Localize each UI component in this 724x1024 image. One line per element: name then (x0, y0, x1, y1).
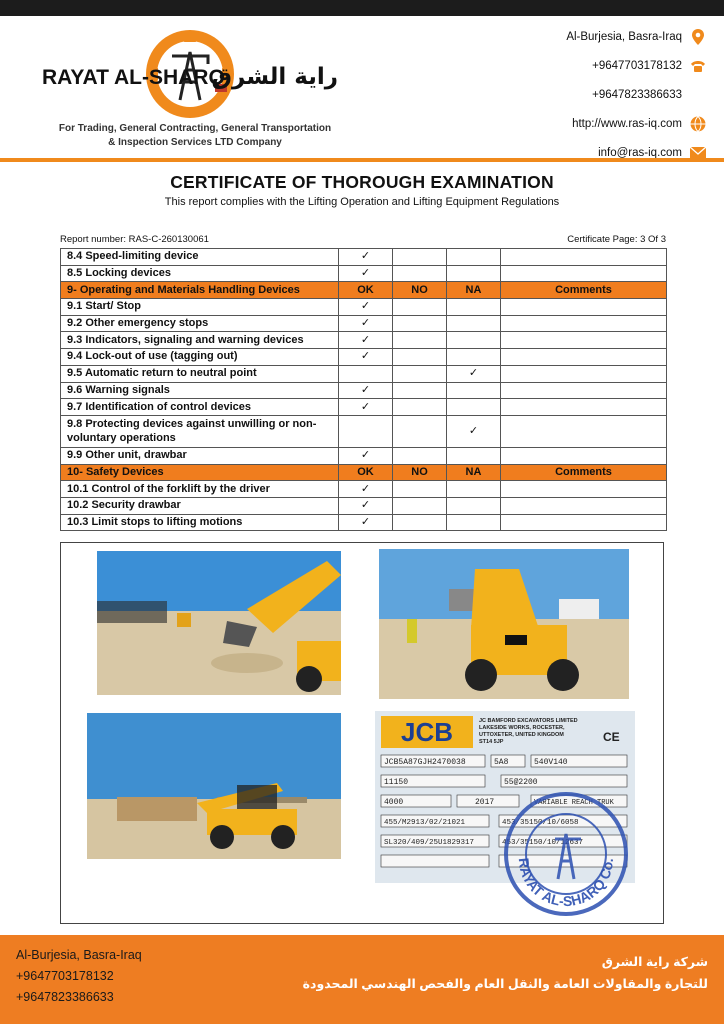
result-no-cell (393, 315, 447, 332)
nameplate-front-axle: 453/35150/10/6058 (502, 819, 579, 827)
result-ok-cell (339, 332, 393, 349)
result-ok-cell (339, 315, 393, 332)
result-no-cell (393, 249, 447, 266)
contact-address (466, 22, 706, 51)
footer-phone-2[interactable]: +9647823386633 (16, 990, 114, 1004)
result-na-cell (447, 481, 501, 498)
contact-website[interactable] (466, 109, 706, 138)
comments-cell (501, 415, 667, 447)
result-no-cell (393, 415, 447, 447)
result-ok-cell (339, 399, 393, 416)
result-ok-cell (339, 299, 393, 316)
check-mark-icon: ✓ (468, 367, 479, 380)
result-na-cell (447, 382, 501, 399)
nameplate-pin: JCB5A87GJH2470038 (384, 758, 466, 767)
comments-cell (501, 299, 667, 316)
result-ok-cell (339, 514, 393, 531)
checklist-item-label: 8.5 Locking devices (61, 265, 339, 282)
phone-spacer (690, 87, 706, 103)
col-ok-header: OK (339, 464, 393, 481)
checklist-item-label: 8.4 Speed-limiting device (61, 249, 339, 266)
col-comments-header: Comments (501, 282, 667, 299)
nameplate-maker-2: LAKESIDE WORKS, ROCESTER, (479, 725, 565, 731)
nameplate-mass: 11150 (384, 778, 409, 787)
result-no-cell (393, 481, 447, 498)
nameplate-year: 2017 (475, 798, 495, 807)
nameplate-maker-1: JC BAMFORD EXCAVATORS LIMITED (479, 718, 578, 724)
checklist-item-label: 9.3 Indicators, signaling and warning devices (61, 332, 339, 349)
result-na-cell (447, 415, 501, 447)
checklist-row (61, 349, 667, 366)
checklist-item-label: 9.7 Identification of control devices (61, 399, 339, 416)
footer-company-desc-ar: للتجارة والمقاولات العامة والنقل العام والفحص الهندسي المحدودة (302, 977, 708, 991)
certificate-page: Certificate Page: 3 Of 3 (567, 234, 666, 245)
check-mark-icon: ✓ (468, 425, 479, 438)
result-ok-cell (339, 481, 393, 498)
checklist-item-label: 9.9 Other unit, drawbar (61, 447, 339, 464)
result-no-cell (393, 514, 447, 531)
location-pin-icon (690, 29, 706, 45)
comments-cell (501, 249, 667, 266)
check-mark-icon: ✓ (360, 449, 371, 462)
comments-cell (501, 332, 667, 349)
checklist-item-label: 9.5 Automatic return to neutral point (61, 365, 339, 382)
nameplate-series: 5A8 (494, 758, 509, 767)
tagline-line-1: For Trading, General Contracting, General Transportation (58, 123, 332, 134)
report-number: Report number: RAS-C-260130061 (60, 234, 209, 245)
company-logo (40, 22, 340, 122)
check-mark-icon: ✓ (360, 400, 371, 413)
nameplate-maker-4: ST14 5JP (479, 739, 504, 745)
comments-cell (501, 365, 667, 382)
comments-cell (501, 447, 667, 464)
comments-cell (501, 481, 667, 498)
checklist-item-label: 9.6 Warning signals (61, 382, 339, 399)
checklist-item-label: 10.1 Control of the forklift by the driver (61, 481, 339, 498)
checklist-row (61, 265, 667, 282)
page-title: CERTIFICATE OF THOROUGH EXAMINATION (170, 172, 554, 192)
checklist-row (61, 249, 667, 266)
header-divider (0, 158, 724, 162)
checklist-row (61, 415, 667, 447)
footer-company-ar (303, 951, 708, 995)
comments-cell (501, 315, 667, 332)
nameplate-ce: CE (603, 730, 620, 744)
comments-cell (501, 399, 667, 416)
comments-cell (501, 349, 667, 366)
result-ok-cell (339, 415, 393, 447)
nameplate-rear-axle: 453/35150/10/12637 (502, 839, 584, 847)
check-mark-icon: ✓ (360, 499, 371, 512)
result-na-cell (447, 365, 501, 382)
footer-company-name-ar: شركة راية الشرق (601, 955, 708, 969)
result-no-cell (393, 382, 447, 399)
comments-cell (501, 514, 667, 531)
photo-forklift-rear (379, 549, 629, 699)
col-na-header: NA (447, 464, 501, 481)
result-na-cell (447, 447, 501, 464)
result-no-cell (393, 332, 447, 349)
result-no-cell (393, 265, 447, 282)
nameplate-maker-3: UTTOXETER, UNITED KINGDOM (479, 732, 564, 738)
result-na-cell (447, 349, 501, 366)
nameplate-brand: JCB (400, 717, 454, 747)
nameplate-capacity: 4000 (384, 798, 404, 807)
inspection-checklist (60, 248, 667, 531)
report-info (60, 234, 666, 245)
photo-forklift-boom (97, 551, 341, 695)
result-na-cell (447, 299, 501, 316)
col-no-header: NO (393, 464, 447, 481)
nameplate-model: 540V140 (534, 758, 568, 767)
result-na-cell (447, 497, 501, 514)
checklist-item-label: 9.8 Protecting devices against unwilling or non-voluntary operations (61, 415, 339, 447)
section-header-row (61, 282, 667, 299)
comments-cell (501, 382, 667, 399)
contact-phone-1[interactable] (466, 51, 706, 80)
photo-panel (60, 542, 664, 924)
nameplate-engine: SL320/409/25U1829317 (384, 839, 475, 847)
website-text[interactable]: http://www.ras-iq.com (572, 117, 682, 130)
globe-icon (690, 116, 706, 132)
check-mark-icon: ✓ (360, 482, 371, 495)
checklist-row (61, 514, 667, 531)
nameplate-designation: VARIABLE REACH TRUK (534, 799, 614, 807)
phone-2-text: +9647823386633 (592, 88, 682, 101)
checklist-row (61, 299, 667, 316)
checklist-row (61, 497, 667, 514)
logo-text-en: RAYAT AL-SHARQ (42, 66, 225, 89)
result-no-cell (393, 497, 447, 514)
result-na-cell (447, 332, 501, 349)
result-ok-cell (339, 497, 393, 514)
check-mark-icon: ✓ (360, 333, 371, 346)
result-no-cell (393, 365, 447, 382)
header-contacts (466, 22, 706, 167)
comments-cell (501, 265, 667, 282)
phone-1-text: +9647703178132 (592, 59, 682, 72)
top-bar (0, 0, 724, 16)
section-title: 9- Operating and Materials Handling Devices (61, 282, 339, 299)
tagline-line-2: & Inspection Services LTD Company (108, 137, 282, 148)
check-mark-icon: ✓ (360, 300, 371, 313)
col-comments-header: Comments (501, 464, 667, 481)
footer-address: Al-Burjesia, Basra-Iraq (16, 948, 142, 962)
contact-email[interactable] (466, 138, 706, 167)
checklist-item-label: 10.2 Security drawbar (61, 497, 339, 514)
col-no-header: NO (393, 282, 447, 299)
check-mark-icon: ✓ (360, 383, 371, 396)
result-ok-cell (339, 447, 393, 464)
check-mark-icon: ✓ (360, 250, 371, 263)
section-header-row (61, 464, 667, 481)
address-text: Al-Burjesia, Basra-Iraq (566, 30, 682, 43)
stamp-text: RAYAT AL-SHARQ Co. (515, 857, 617, 910)
result-no-cell (393, 447, 447, 464)
checklist-row (61, 332, 667, 349)
logo-text-ar: راية الشرق (211, 64, 338, 90)
phone-icon (690, 58, 706, 74)
checklist-item-label: 9.2 Other emergency stops (61, 315, 339, 332)
result-no-cell (393, 399, 447, 416)
result-na-cell (447, 315, 501, 332)
contact-phone-2[interactable] (466, 80, 706, 109)
comments-cell (501, 497, 667, 514)
result-ok-cell (339, 265, 393, 282)
checklist-item-label: 9.1 Start/ Stop (61, 299, 339, 316)
section-title: 10- Safety Devices (61, 464, 339, 481)
col-ok-header: OK (339, 282, 393, 299)
page-subtitle: This report complies with the Lifting Operation and Lifting Equipment Regulations (164, 196, 560, 208)
result-na-cell (447, 399, 501, 416)
company-stamp (501, 789, 631, 919)
result-no-cell (393, 299, 447, 316)
checklist-row (61, 382, 667, 399)
nameplate-transmission: 455/M2913/02/21021 (384, 819, 466, 827)
result-ok-cell (339, 365, 393, 382)
check-mark-icon: ✓ (360, 350, 371, 363)
email-text[interactable]: info@ras-iq.com (598, 146, 682, 159)
result-no-cell (393, 349, 447, 366)
checklist-item-label: 10.3 Limit stops to lifting motions (61, 514, 339, 531)
check-mark-icon: ✓ (360, 515, 371, 528)
checklist-row (61, 365, 667, 382)
checklist-row (61, 315, 667, 332)
footer-phone-1[interactable]: +9647703178132 (16, 969, 114, 983)
result-na-cell (447, 249, 501, 266)
checklist-row (61, 481, 667, 498)
checklist-row (61, 399, 667, 416)
result-ok-cell (339, 349, 393, 366)
result-na-cell (447, 265, 501, 282)
nameplate-power: 55@2200 (504, 778, 538, 787)
result-ok-cell (339, 249, 393, 266)
col-na-header: NA (447, 282, 501, 299)
footer (0, 935, 724, 1024)
photo-forklift-side (87, 713, 341, 859)
checklist-row (61, 447, 667, 464)
result-na-cell (447, 514, 501, 531)
checklist-item-label: 9.4 Lock-out of use (tagging out) (61, 349, 339, 366)
company-tagline (40, 122, 350, 150)
check-mark-icon: ✓ (360, 317, 371, 330)
check-mark-icon: ✓ (360, 267, 371, 280)
footer-contacts (16, 945, 142, 1008)
result-ok-cell (339, 382, 393, 399)
